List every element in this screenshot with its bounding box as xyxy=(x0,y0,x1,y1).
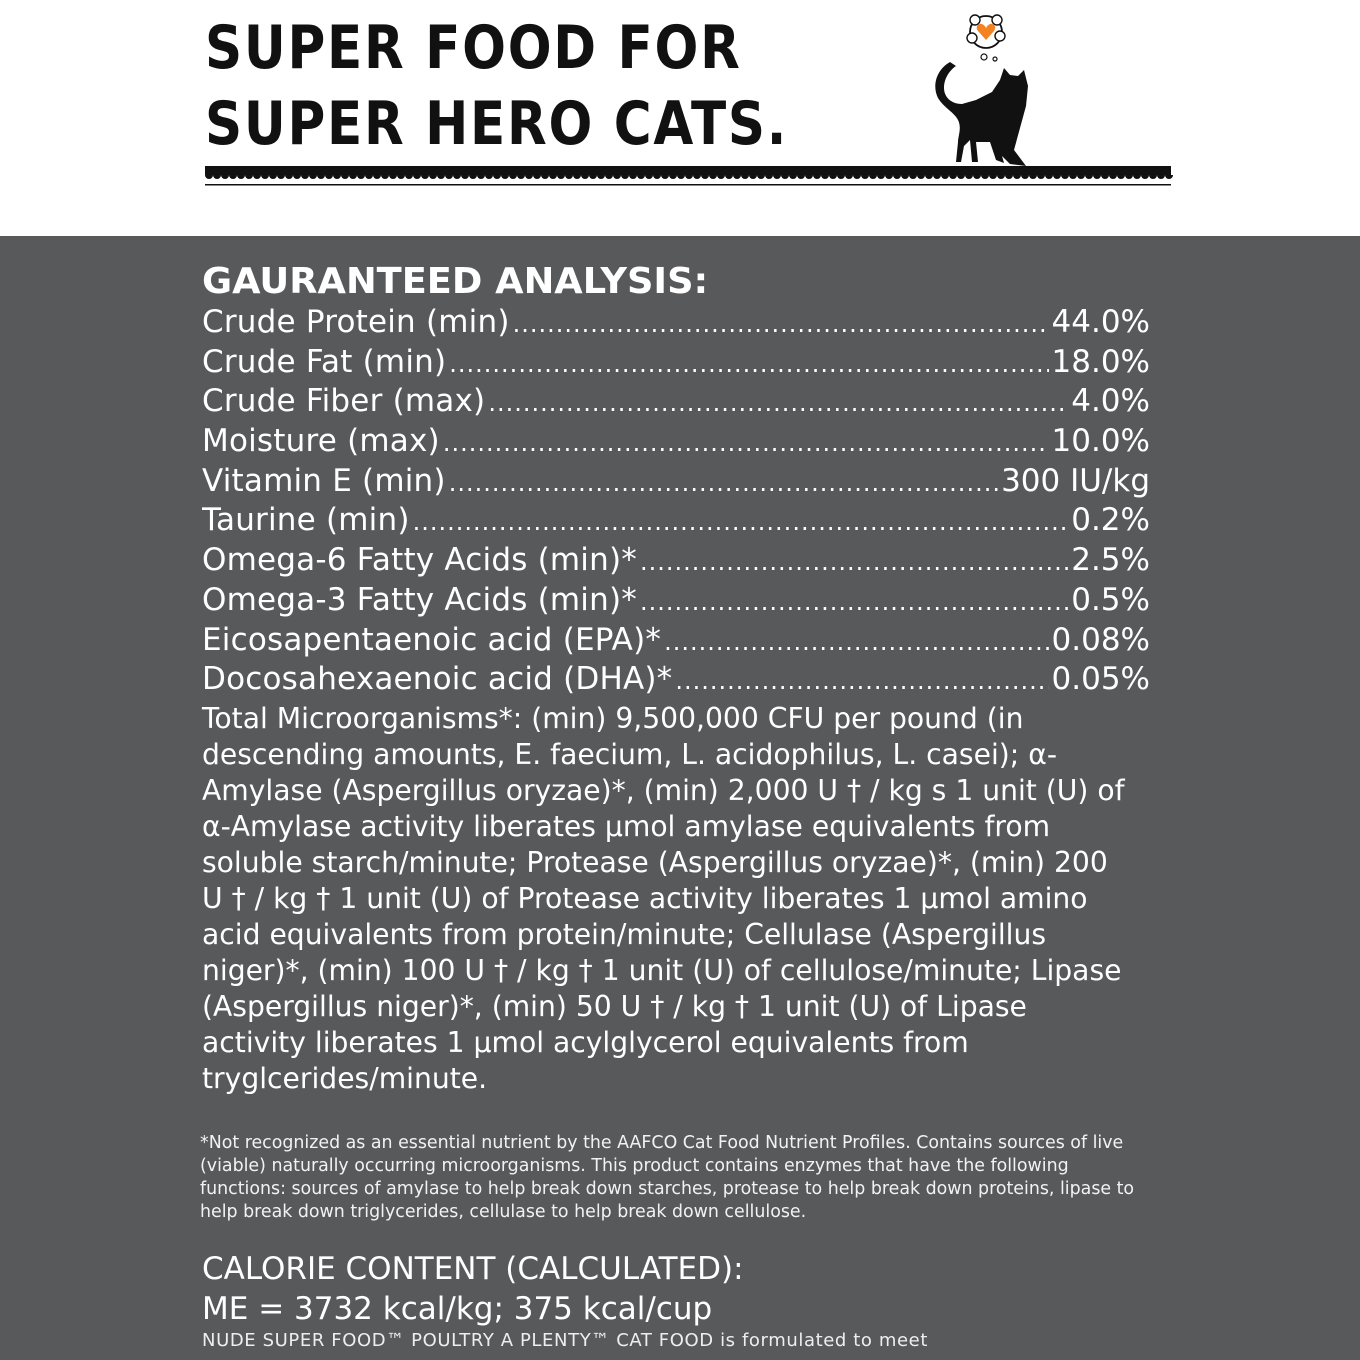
analysis-value: 4.0% xyxy=(1071,383,1150,420)
analysis-row xyxy=(202,661,1150,701)
analysis-label: Omega-3 Fatty Acids (min)* xyxy=(202,581,637,618)
analysis-label: Taurine (min) xyxy=(202,502,410,539)
calorie-content-title: CALORIE CONTENT (CALCULATED): xyxy=(202,1251,744,1287)
analysis-value: 0.2% xyxy=(1071,502,1150,539)
analysis-label: Omega-6 Fatty Acids (min)* xyxy=(202,542,637,579)
analysis-label: Vitamin E (min) xyxy=(202,462,446,499)
analysis-row xyxy=(202,383,1150,423)
analysis-value: 2.5% xyxy=(1071,542,1150,579)
dot-leader xyxy=(513,310,1049,338)
analysis-table xyxy=(202,304,1150,701)
analysis-label: Moisture (max) xyxy=(202,423,440,460)
analysis-panel xyxy=(0,236,1360,1360)
analysis-value: 44.0% xyxy=(1051,304,1150,340)
aafco-statement: NUDE SUPER FOOD™ POULTRY A PLENTY™ CAT FOOD is formulated to meet xyxy=(202,1330,928,1351)
dot-leader xyxy=(675,667,1048,695)
headline-line-2: SUPER HERO CATS. xyxy=(205,89,789,159)
dot-leader xyxy=(443,429,1049,457)
footnote: *Not recognized as an essential nutrient by the AAFCO Cat Food Nutrient Profiles. Contains sources of live (viable) naturally occurring microorganisms. This product contains enzymes that have the following functions: sources of amylase to help break down starches, protease to help break down proteins, lipase to help break down triglycerides, cellulase to help break down cellulose. xyxy=(200,1133,1135,1222)
analysis-label: Eicosapentaenoic acid (EPA)* xyxy=(202,621,662,658)
analysis-value: 0.05% xyxy=(1051,661,1150,698)
header-section xyxy=(0,0,1360,236)
headline-line-1: SUPER FOOD FOR xyxy=(205,13,742,83)
dot-leader xyxy=(449,350,1048,378)
analysis-label: Crude Protein (min) xyxy=(202,304,510,340)
analysis-value: 300 IU/kg xyxy=(1001,462,1150,499)
cat-silhouette-icon xyxy=(935,62,1028,166)
dot-leader xyxy=(640,548,1068,576)
dot-leader xyxy=(640,588,1068,616)
analysis-row xyxy=(202,622,1150,662)
analysis-row xyxy=(202,502,1150,542)
calorie-content-value: ME = 3732 kcal/kg; 375 kcal/cup xyxy=(202,1291,713,1327)
analysis-row xyxy=(202,344,1150,384)
analysis-value: 18.0% xyxy=(1051,343,1150,380)
analysis-value: 0.5% xyxy=(1071,581,1150,618)
dot-leader xyxy=(449,469,998,497)
scalloped-divider xyxy=(205,166,1173,186)
microorganisms-paragraph: Total Microorganisms*: (min) 9,500,000 CFU per pound (in descending amounts, E. faecium, L. acidophilus, L. casei); α-Amylase (Aspergillus oryzae)*, (min) 2,000 U † / kg s 1 unit (U) of α-Amylase activity liberates μmol amylase equivalents from soluble starch/minute; Protease (Aspergillus oryzae)*, (min) 200 U † / kg † 1 unit (U) of Protease activity liberates 1 μmol amino acid equivalents from protein/minute; Cellulase (Aspergillus niger)*, (min) 100 U † / kg † 1 unit (U) of cellulose/minute; Lipase (Aspergillus niger)*, (min) 50 U † / kg † 1 unit (U) of Lipase activity liberates 1 μmol acylglycerol equivalents from tryglcerides/minute. xyxy=(202,702,1125,1095)
analysis-row xyxy=(202,582,1150,622)
analysis-label: Docosahexaenoic acid (DHA)* xyxy=(202,661,673,698)
heart-thought-bubble-icon xyxy=(967,15,1005,61)
dot-leader xyxy=(488,389,1068,417)
dot-leader xyxy=(413,508,1069,536)
analysis-row xyxy=(202,423,1150,463)
analysis-label: Crude Fat (min) xyxy=(202,343,447,380)
guaranteed-analysis-title: GAURANTEED ANALYSIS: xyxy=(202,261,709,302)
header-illustration xyxy=(0,0,1360,236)
analysis-row xyxy=(202,542,1150,582)
analysis-value: 0.08% xyxy=(1051,621,1150,658)
analysis-row xyxy=(202,304,1150,344)
analysis-label: Crude Fiber (max) xyxy=(202,383,486,420)
analysis-value: 10.0% xyxy=(1051,423,1150,460)
analysis-row xyxy=(202,463,1150,503)
dot-leader xyxy=(664,628,1048,656)
